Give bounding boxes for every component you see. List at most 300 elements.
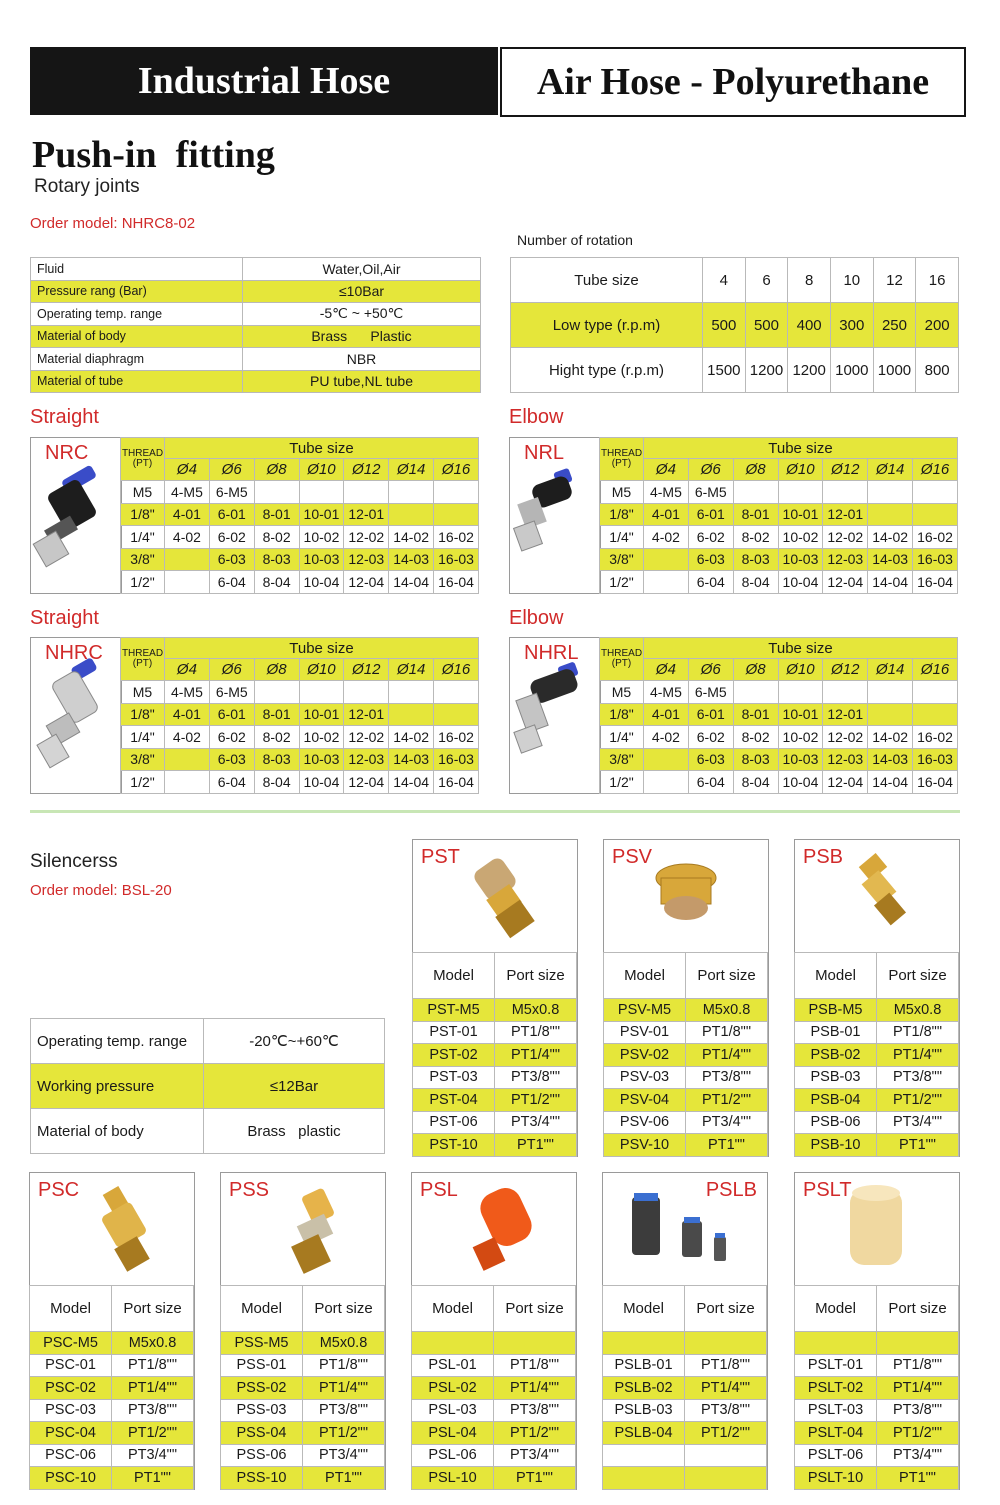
product-port-size: PT1/2"" — [112, 1422, 194, 1445]
fitting-part-number: 14-02 — [868, 726, 913, 749]
product-row — [413, 1021, 577, 1044]
fitting-part-number: 10-02 — [778, 526, 823, 549]
fitting-part-number: 8-04 — [733, 571, 778, 594]
fitting-part-number: 8-04 — [254, 771, 299, 794]
fitting-size-table — [120, 437, 479, 594]
fitting-part-number — [868, 703, 913, 726]
product-port-size: PT1/4"" — [112, 1377, 194, 1400]
model-header: Model — [412, 1286, 494, 1332]
product-model: PSLT-02 — [795, 1377, 877, 1400]
fitting-part-number: 6-01 — [209, 503, 254, 526]
product-model: PSLT-10 — [795, 1467, 877, 1490]
product-port-size — [685, 1467, 767, 1490]
product-model: PSLT-04 — [795, 1422, 877, 1445]
product-row — [604, 1021, 768, 1044]
rotation-size: 12 — [873, 258, 916, 303]
product-port-size: PT3/8"" — [685, 1399, 767, 1422]
thread-size: 1/2" — [121, 571, 165, 594]
fitting-row — [121, 571, 479, 594]
rotation-value: 250 — [873, 303, 916, 348]
product-card-pslb — [602, 1172, 768, 1490]
spec-row — [31, 370, 481, 393]
rotation-value: 500 — [745, 303, 788, 348]
product-model: PSV-M5 — [604, 999, 686, 1022]
product-row — [221, 1377, 385, 1400]
silencer-spec-row — [31, 1064, 385, 1109]
thread-size: 1/2" — [121, 771, 165, 794]
fitting-part-number — [434, 503, 479, 526]
product-port-size: PT1/2"" — [685, 1422, 767, 1445]
product-port-size: PT3/8"" — [494, 1399, 576, 1422]
product-row — [603, 1332, 767, 1355]
fitting-size-table — [599, 437, 958, 594]
port-size-header: Port size — [877, 1286, 959, 1332]
product-row — [412, 1354, 576, 1377]
product-row — [795, 1044, 959, 1067]
fitting-part-number: 12-01 — [344, 503, 389, 526]
product-row — [221, 1354, 385, 1377]
thread-label: THREAD — [600, 448, 643, 459]
product-row — [30, 1399, 194, 1422]
product-port-size — [877, 1332, 959, 1355]
product-name: PSB — [803, 846, 844, 868]
fitting-header-row — [121, 438, 479, 459]
fitting-size-row — [600, 659, 958, 681]
fitting-part-number: 6-02 — [688, 726, 733, 749]
fitting-part-number — [389, 503, 434, 526]
product-model: PSL-04 — [412, 1422, 494, 1445]
product-port-size: PT3/4"" — [495, 1111, 577, 1134]
product-row — [30, 1332, 194, 1355]
silencer-spec-value: Brass plastic — [204, 1109, 385, 1154]
fitting-part-number: 14-02 — [389, 526, 434, 549]
thread-unit: (PT) — [132, 458, 153, 469]
fitting-row — [121, 481, 479, 504]
fitting-size-table — [120, 637, 479, 794]
fitting-part-number: 6-04 — [209, 571, 254, 594]
fitting-row — [121, 526, 479, 549]
silencer-spec-row — [31, 1019, 385, 1064]
fitting-part-number: 14-03 — [389, 748, 434, 771]
fitting-part-number: 14-03 — [389, 548, 434, 571]
product-row — [604, 1111, 768, 1134]
fitting-part-number — [165, 748, 210, 771]
product-model: PSLT-06 — [795, 1444, 877, 1467]
fitting-part-number: 6-03 — [688, 548, 733, 571]
product-model: PSS-02 — [221, 1377, 303, 1400]
fitting-part-number: 6-M5 — [688, 481, 733, 504]
rotation-size: 4 — [703, 258, 746, 303]
product-row — [795, 1332, 959, 1355]
fitting-row — [600, 726, 958, 749]
tube-size: Ø16 — [434, 459, 479, 481]
product-row — [604, 1134, 768, 1157]
product-row — [795, 1134, 959, 1157]
thread-header — [121, 438, 165, 481]
fitting-part-number — [778, 681, 823, 704]
product-model: PSC-06 — [30, 1444, 112, 1467]
tube-size-header: Tube size — [165, 638, 479, 659]
product-name: PST — [421, 846, 460, 868]
product-model: PSB-M5 — [795, 999, 877, 1022]
rotation-value: 1000 — [873, 348, 916, 393]
product-row — [795, 1354, 959, 1377]
product-port-size: PT3/8"" — [495, 1066, 577, 1089]
fitting-part-number: 12-03 — [344, 748, 389, 771]
spec-label: Pressure rang (Bar) — [31, 280, 243, 303]
product-port-size: PT3/4"" — [494, 1444, 576, 1467]
product-model: PST-06 — [413, 1111, 495, 1134]
tube-size: Ø8 — [254, 459, 299, 481]
product-model: PSV-10 — [604, 1134, 686, 1157]
tube-size: Ø6 — [209, 459, 254, 481]
product-port-size: PT3/8"" — [303, 1399, 385, 1422]
fitting-part-number: 6-03 — [688, 748, 733, 771]
product-model: PSS-04 — [221, 1422, 303, 1445]
silencers-order-model: Order model: BSL-20 — [30, 882, 172, 899]
product-header-row — [412, 1286, 576, 1332]
fitting-part-number: 6-01 — [688, 703, 733, 726]
fitting-part-number: 16-02 — [913, 726, 958, 749]
fitting-part-number: 12-03 — [823, 748, 868, 771]
model-header: Model — [603, 1286, 685, 1332]
product-port-size: PT1"" — [495, 1134, 577, 1157]
fitting-part-number: 8-01 — [733, 503, 778, 526]
fitting-row — [121, 503, 479, 526]
product-model: PSC-02 — [30, 1377, 112, 1400]
fitting-part-number: 6-04 — [209, 771, 254, 794]
tube-size: Ø8 — [254, 659, 299, 681]
product-model: PSV-02 — [604, 1044, 686, 1067]
port-size-header: Port size — [112, 1286, 194, 1332]
product-header-row — [795, 953, 959, 999]
product-row — [413, 1089, 577, 1112]
product-row — [413, 1044, 577, 1067]
product-model: PSS-01 — [221, 1354, 303, 1377]
fitting-part-number: 12-02 — [344, 526, 389, 549]
product-row — [795, 1467, 959, 1490]
product-model: PST-M5 — [413, 999, 495, 1022]
product-row — [221, 1399, 385, 1422]
port-size-header: Port size — [877, 953, 959, 999]
fitting-row — [121, 681, 479, 704]
product-row — [603, 1422, 767, 1445]
fitting-part-number — [254, 681, 299, 704]
thread-unit: (PT) — [611, 458, 632, 469]
product-model: PSB-10 — [795, 1134, 877, 1157]
rotation-table — [510, 257, 959, 393]
fitting-part-number: 12-04 — [344, 771, 389, 794]
spec-value: PU tube,NL tube — [243, 370, 481, 393]
rotation-value: 800 — [916, 348, 959, 393]
product-image — [37, 1181, 187, 1286]
silencers-title: Silencerss — [30, 851, 118, 872]
rotation-size: 16 — [916, 258, 959, 303]
product-port-size: PT3/4"" — [877, 1111, 959, 1134]
thread-size: 3/8" — [121, 748, 165, 771]
rotation-row-label: Hight type (r.p.m) — [511, 348, 703, 393]
product-header-row — [30, 1286, 194, 1332]
product-model: PST-01 — [413, 1021, 495, 1044]
product-model: PSB-02 — [795, 1044, 877, 1067]
product-port-size: PT1/4"" — [685, 1377, 767, 1400]
fitting-part-number: 6-02 — [209, 726, 254, 749]
tube-size: Ø16 — [913, 459, 958, 481]
rotation-row-label: Low type (r.p.m) — [511, 303, 703, 348]
fitting-part-number: 16-04 — [434, 771, 479, 794]
product-row — [30, 1422, 194, 1445]
tube-size: Ø14 — [868, 459, 913, 481]
fitting-row — [121, 771, 479, 794]
product-row — [603, 1444, 767, 1467]
product-table — [794, 1285, 959, 1490]
fitting-part-number — [434, 681, 479, 704]
fitting-part-number — [823, 681, 868, 704]
fitting-part-number: 6-02 — [209, 526, 254, 549]
fitting-image-box — [509, 637, 601, 794]
product-table — [602, 1285, 767, 1490]
fitting-part-number: 12-02 — [344, 726, 389, 749]
product-port-size: PT3/4"" — [877, 1444, 959, 1467]
fitting-row — [600, 548, 958, 571]
product-port-size: PT1"" — [877, 1467, 959, 1490]
product-model: PSL-06 — [412, 1444, 494, 1467]
fitting-part-number: 10-03 — [299, 548, 344, 571]
silencers-spec-table — [30, 1018, 385, 1154]
thread-label: THREAD — [121, 648, 164, 659]
fitting-part-number: 12-01 — [344, 703, 389, 726]
product-row — [795, 1444, 959, 1467]
fitting-part-number: 4-M5 — [644, 681, 689, 704]
product-port-size: PT1/2"" — [494, 1422, 576, 1445]
product-port-size: PT1/2"" — [495, 1089, 577, 1112]
thread-size: 1/4" — [121, 526, 165, 549]
tube-size: Ø6 — [688, 659, 733, 681]
product-port-size: PT1"" — [877, 1134, 959, 1157]
product-port-size: PT1/4"" — [877, 1377, 959, 1400]
rotation-value: 1200 — [745, 348, 788, 393]
product-model: PSLB-04 — [603, 1422, 685, 1445]
product-port-size: PT3/4"" — [686, 1111, 768, 1134]
rotation-value: 400 — [788, 303, 831, 348]
fitting-part-number: 4-02 — [644, 726, 689, 749]
product-row — [604, 999, 768, 1022]
product-port-size: PT1/2"" — [877, 1089, 959, 1112]
fitting-part-number: 16-04 — [913, 771, 958, 794]
fitting-part-number: 16-02 — [434, 726, 479, 749]
product-model: PSV-04 — [604, 1089, 686, 1112]
tube-size: Ø10 — [778, 459, 823, 481]
fitting-part-number: 8-04 — [733, 771, 778, 794]
fitting-part-number — [389, 681, 434, 704]
rotation-caption: Number of rotation — [517, 232, 633, 248]
product-row — [795, 1021, 959, 1044]
product-row — [412, 1399, 576, 1422]
product-row — [412, 1422, 576, 1445]
fitting-section-title: Straight — [30, 607, 99, 629]
spec-row — [31, 258, 481, 281]
product-table — [794, 952, 959, 1157]
fitting-part-number: 10-01 — [778, 503, 823, 526]
fitting-part-number: 10-04 — [778, 571, 823, 594]
product-row — [795, 1089, 959, 1112]
product-row — [412, 1332, 576, 1355]
fitting-section-title: Straight — [30, 406, 99, 428]
thread-size: M5 — [121, 681, 165, 704]
fitting-part-number: 10-03 — [778, 748, 823, 771]
product-port-size: M5x0.8 — [495, 999, 577, 1022]
product-image — [419, 1181, 569, 1286]
model-header: Model — [413, 953, 495, 999]
product-row — [412, 1377, 576, 1400]
product-model: PSC-03 — [30, 1399, 112, 1422]
product-model: PSS-10 — [221, 1467, 303, 1490]
fitting-part-number — [868, 503, 913, 526]
tube-size: Ø12 — [344, 459, 389, 481]
fitting-part-number — [868, 681, 913, 704]
product-model: PSV-06 — [604, 1111, 686, 1134]
product-model: PSB-06 — [795, 1111, 877, 1134]
product-model: PSB-01 — [795, 1021, 877, 1044]
fitting-part-number — [434, 703, 479, 726]
tube-size: Ø14 — [389, 459, 434, 481]
product-port-size: PT1"" — [112, 1467, 194, 1490]
product-port-size: PT1/4"" — [686, 1044, 768, 1067]
product-row — [603, 1467, 767, 1490]
rotation-row — [511, 348, 959, 393]
product-model: PSV-03 — [604, 1066, 686, 1089]
thread-label: THREAD — [121, 448, 164, 459]
product-row — [413, 1066, 577, 1089]
product-row — [221, 1332, 385, 1355]
product-name: PSV — [612, 846, 653, 868]
fitting-part-number: 14-02 — [389, 726, 434, 749]
product-image — [420, 848, 570, 953]
product-row — [413, 1134, 577, 1157]
product-model: PSC-01 — [30, 1354, 112, 1377]
fitting-part-number: 10-02 — [299, 726, 344, 749]
product-port-size: PT3/8"" — [686, 1066, 768, 1089]
fitting-part-number: 14-02 — [868, 526, 913, 549]
product-card-pst — [412, 839, 578, 1157]
port-size-header: Port size — [685, 1286, 767, 1332]
fitting-row — [600, 681, 958, 704]
silencer-spec-label: Operating temp. range — [31, 1019, 204, 1064]
fitting-part-number — [389, 481, 434, 504]
fitting-part-number: 6-M5 — [688, 681, 733, 704]
tube-size: Ø4 — [165, 659, 210, 681]
tube-size: Ø12 — [344, 659, 389, 681]
product-row — [603, 1377, 767, 1400]
fitting-part-number: 10-01 — [299, 503, 344, 526]
fitting-part-number: 6-M5 — [209, 681, 254, 704]
tube-size: Ø16 — [434, 659, 479, 681]
tube-size: Ø14 — [389, 659, 434, 681]
fitting-part-number: 8-03 — [254, 748, 299, 771]
fitting-part-number: 12-03 — [344, 548, 389, 571]
fitting-part-number: 8-01 — [733, 703, 778, 726]
product-port-size: PT1/8"" — [877, 1354, 959, 1377]
product-model: PSL-01 — [412, 1354, 494, 1377]
product-card-psv — [603, 839, 769, 1157]
tube-size-header: Tube size — [644, 638, 958, 659]
fitting-part-number: 8-03 — [733, 748, 778, 771]
product-row — [604, 1066, 768, 1089]
product-model: PST-02 — [413, 1044, 495, 1067]
rotation-value: 1500 — [703, 348, 746, 393]
fitting-part-number: 14-04 — [389, 771, 434, 794]
fitting-row — [121, 703, 479, 726]
product-model: PSL-02 — [412, 1377, 494, 1400]
thread-size: 1/4" — [600, 526, 644, 549]
fitting-part-number — [344, 481, 389, 504]
product-row — [603, 1399, 767, 1422]
fitting-part-number: 12-02 — [823, 526, 868, 549]
product-row — [795, 1066, 959, 1089]
product-port-size: PT1/8"" — [685, 1354, 767, 1377]
tube-size: Ø8 — [733, 459, 778, 481]
product-row — [603, 1354, 767, 1377]
fitting-part-number: 12-04 — [344, 571, 389, 594]
product-port-size: PT1/8"" — [494, 1354, 576, 1377]
fitting-part-number: 16-04 — [434, 571, 479, 594]
spec-label: Material of body — [31, 325, 243, 348]
fitting-row — [600, 503, 958, 526]
fitting-part-number — [344, 681, 389, 704]
spec-row — [31, 348, 481, 371]
product-table — [412, 952, 577, 1157]
product-model: PSLT-01 — [795, 1354, 877, 1377]
fitting-part-number: 6-04 — [688, 771, 733, 794]
fitting-part-number: 4-01 — [165, 503, 210, 526]
spec-value: ≤10Bar — [243, 280, 481, 303]
fitting-part-number: 10-01 — [778, 703, 823, 726]
fitting-part-number: 4-M5 — [644, 481, 689, 504]
product-model — [603, 1444, 685, 1467]
rotation-size: 6 — [745, 258, 788, 303]
thread-size: 1/4" — [600, 726, 644, 749]
product-image — [610, 1181, 760, 1286]
silencer-spec-label: Working pressure — [31, 1064, 204, 1109]
rotation-header-label: Tube size — [511, 258, 703, 303]
fitting-part-number: 12-04 — [823, 771, 868, 794]
product-header-row — [603, 1286, 767, 1332]
fitting-part-number: 14-03 — [868, 548, 913, 571]
product-row — [795, 999, 959, 1022]
thread-unit: (PT) — [132, 658, 153, 669]
spec-label: Material diaphragm — [31, 348, 243, 371]
product-model: PST-03 — [413, 1066, 495, 1089]
spec-label: Material of tube — [31, 370, 243, 393]
product-port-size: PT3/8"" — [877, 1066, 959, 1089]
thread-size: 3/8" — [121, 548, 165, 571]
fitting-part-number: 4-02 — [165, 726, 210, 749]
thread-size: 1/8" — [121, 503, 165, 526]
tube-size: Ø10 — [299, 459, 344, 481]
product-name: PSLT — [803, 1179, 852, 1201]
product-model: PST-10 — [413, 1134, 495, 1157]
fitting-image-box — [30, 637, 122, 794]
fitting-part-number: 12-01 — [823, 703, 868, 726]
fitting-part-number: 16-02 — [913, 526, 958, 549]
thread-size: 1/2" — [600, 571, 644, 594]
silencer-spec-value: ≤12Bar — [204, 1064, 385, 1109]
fitting-part-number: 4-02 — [644, 526, 689, 549]
product-port-size: PT1"" — [494, 1467, 576, 1490]
spec-row — [31, 325, 481, 348]
spec-value: -5℃ ~ +50℃ — [243, 303, 481, 326]
fitting-part-number: 10-04 — [778, 771, 823, 794]
